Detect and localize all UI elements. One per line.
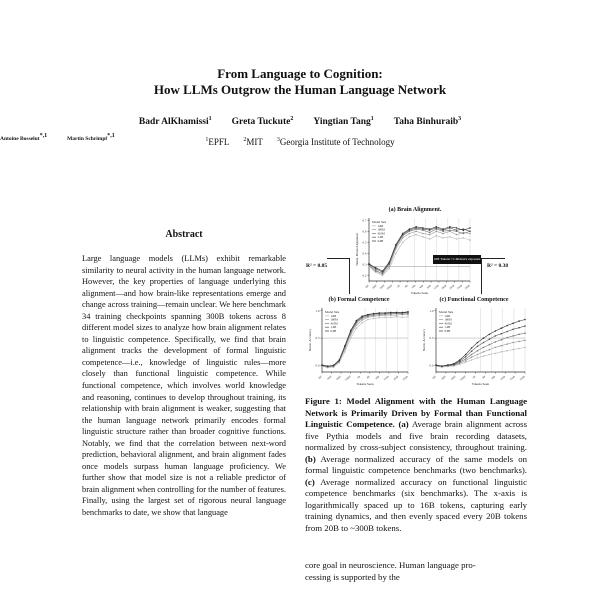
chart-formal-competence [308, 305, 410, 386]
svg-text:Tokens Seen: Tokens Seen [471, 382, 490, 386]
svg-text:200B: 200B [509, 375, 516, 382]
svg-text:16B: 16B [490, 375, 496, 381]
svg-text:1.4B: 1.4B [444, 325, 451, 330]
svg-text:14M: 14M [330, 313, 337, 318]
bracket-right [481, 258, 482, 294]
svg-text:16M: 16M [326, 375, 333, 381]
svg-text:160B: 160B [440, 284, 448, 291]
left-column [73, 203, 295, 600]
svg-text:240B: 240B [456, 284, 463, 291]
figure-1 [305, 203, 527, 390]
svg-text:1.4B: 1.4B [330, 325, 337, 330]
svg-text:1B: 1B [396, 284, 401, 289]
svg-text:Model Size: Model Size [439, 310, 454, 314]
svg-text:1B: 1B [356, 375, 361, 380]
svg-text:4B: 4B [366, 375, 371, 380]
svg-text:0.5: 0.5 [362, 240, 367, 245]
svg-text:100B: 100B [383, 375, 390, 382]
authors-row-2 [0, 133, 115, 142]
svg-text:256M: 256M [459, 375, 467, 382]
svg-text:0.3: 0.3 [362, 262, 367, 267]
svg-text:4M: 4M [431, 375, 437, 380]
svg-text:0.6: 0.6 [362, 229, 367, 234]
svg-text:6.9B: 6.9B [377, 239, 384, 243]
svg-text:4M: 4M [364, 284, 370, 289]
abstract-heading: Abstract [165, 229, 203, 240]
svg-text:6.9B: 6.9B [444, 329, 451, 333]
panel-a-title: (a) Brain Alignment. [388, 207, 442, 213]
svg-text:1B: 1B [471, 375, 477, 380]
intro-text [305, 560, 527, 583]
paper-header [0, 66, 600, 147]
svg-text:160M: 160M [444, 317, 452, 322]
svg-text:100B: 100B [499, 375, 506, 382]
svg-text:16M: 16M [440, 375, 447, 381]
author: Greta Tuckute$^2$ [231, 115, 294, 127]
svg-text:120B: 120B [433, 284, 440, 291]
intro-line: cessing is supported by the [305, 571, 400, 582]
panel-b-title: (b) Formal Competence [328, 297, 390, 303]
svg-text:0.7: 0.7 [362, 218, 367, 223]
svg-text:14M: 14M [444, 313, 451, 318]
svg-text:16B: 16B [374, 375, 380, 381]
svg-text:1.4B: 1.4B [377, 235, 384, 240]
affiliation: $^1$EPFL [205, 137, 230, 147]
svg-text:0.0: 0.0 [315, 363, 320, 368]
svg-text:4B: 4B [404, 284, 409, 289]
svg-text:200B: 200B [392, 375, 400, 382]
svg-text:256M: 256M [344, 375, 352, 382]
author: Antoine Bosselut$^{*,1}$ [0, 133, 48, 142]
figure-caption: Figure 1: Model Alignment with the Human Language Network is Primarily Driven by Formal than Functional Linguistic Competence. (a) Average brain alignment across five Pythia models and five brain recording datasets, normalized by cross-subject consistency, throughout training. (b) Average normalized accuracy of the same models on formal linguistic competence benchmarks (two benchmarks). (c) Average normalized accuracy on functional linguistic competence benchmarks (six benchmarks). The x-axis is logarithmically spaced up to 16B tokens, capturing early training dynamics, and then evenly spaced every 20B tokens from 20B to ~300B tokens. [305, 396, 527, 533]
svg-text:1.0: 1.0 [429, 308, 434, 313]
svg-text:160M: 160M [377, 227, 385, 232]
bracket-left [327, 258, 349, 259]
svg-text:80B: 80B [426, 284, 432, 290]
svg-text:410M: 410M [330, 321, 338, 326]
author: Badr AlKhamissi$^1$ [138, 115, 212, 127]
svg-text:Tokens Seen: Tokens Seen [356, 382, 374, 386]
two-column-body [73, 203, 527, 600]
svg-text:16B: 16B [410, 284, 417, 290]
svg-text:0.0: 0.0 [429, 363, 434, 368]
svg-text:410M: 410M [377, 231, 385, 236]
svg-text:14M: 14M [377, 223, 384, 228]
paper-title-line2: How LLMs Outgrow the Human Language Network [153, 81, 447, 97]
svg-text:0.5: 0.5 [429, 336, 434, 341]
authors-row-1 [0, 117, 600, 127]
panel-c-title: (c) Functional Competence [439, 297, 509, 303]
chart-functional-competence [422, 305, 527, 386]
svg-text:4M: 4M [317, 375, 323, 380]
intro-line: core goal in neuroscience. Human language pro- [305, 560, 476, 570]
svg-text:Norm. Accuracy: Norm. Accuracy [308, 328, 312, 352]
svg-text:Model Size: Model Size [325, 310, 340, 314]
svg-text:6.9B: 6.9B [330, 329, 337, 333]
svg-text:Norm. Accuracy: Norm. Accuracy [422, 328, 426, 352]
bracket-left [349, 258, 350, 294]
affiliation: $^2$MIT [243, 137, 263, 147]
caption-label: Figure 1: [305, 396, 347, 406]
author: Martin Schrimpf$^{*,1}$ [67, 133, 115, 142]
svg-text:300B: 300B [519, 375, 526, 382]
r2-functional-label: R² = 0.38 [487, 263, 509, 269]
bracket-right [481, 258, 505, 259]
svg-text:Norm. Brain Alignment: Norm. Brain Alignment [355, 233, 359, 266]
tokens-annotation: 16B Tokens ≈ Children's exposure [433, 255, 481, 264]
svg-text:410M: 410M [444, 321, 452, 326]
svg-text:160M: 160M [330, 317, 338, 322]
svg-text:64M: 64M [379, 284, 386, 290]
svg-text:64M: 64M [450, 375, 457, 381]
svg-text:0.5: 0.5 [315, 336, 320, 341]
svg-text:200B: 200B [448, 284, 456, 291]
svg-text:256M: 256M [386, 284, 393, 291]
paper-title-line1: From Language to Cognition: [217, 66, 383, 81]
svg-text:4B: 4B [481, 375, 487, 380]
svg-text:16M: 16M [371, 284, 378, 290]
svg-text:Tokens Seen: Tokens Seen [410, 291, 429, 295]
author: Taha Binhuraib$^3$ [393, 115, 462, 127]
svg-text:Model Size: Model Size [372, 220, 387, 224]
svg-text:280B: 280B [464, 284, 471, 291]
r2-formal-label: R² = 0.85 [306, 263, 328, 269]
svg-text:300B: 300B [402, 375, 409, 382]
svg-text:0.2: 0.2 [362, 273, 367, 278]
svg-text:40B: 40B [418, 284, 425, 290]
svg-text:64M: 64M [335, 375, 342, 381]
svg-text:1.0: 1.0 [315, 308, 320, 313]
affiliation: $^3$Georgia Institute of Technology [276, 137, 395, 147]
author: Yingtian Tang$^1$ [313, 115, 374, 127]
abstract-text: Large language models (LLMs) exhibit remarkable similarity to neural activity in the human language network. However, the key properties of language underlying this alignment—and how brain-like representations emerge and change across training—remain unclear. We here benchmark 34 training checkpoints spanning 300B tokens across 8 different model sizes to analyze how brain alignment relates to linguistic competence. Specifically, we find that brain alignment tracks the development of formal linguistic competence—i.e., knowledge of linguistic rules—more closely than functional linguistic competence. While functional competence, which involves world knowledge and reasoning, continues to develop throughout training, its relationship with brain alignment is weaker, suggesting that the human language network primarily encodes formal linguistic structure rather than broader cognitive functions. Notably, we find that the correlation between next-word prediction, behavioral alignment, and brain alignment fades once models surpass human language proficiency. We further show that model size is not a reliable predictor of brain alignment when controlling for the number of features. Finally, using the largest set of rigorous neural language benchmarks to date, we show that language [82, 254, 286, 518]
right-column [305, 203, 527, 600]
svg-text:0.4: 0.4 [362, 251, 367, 256]
